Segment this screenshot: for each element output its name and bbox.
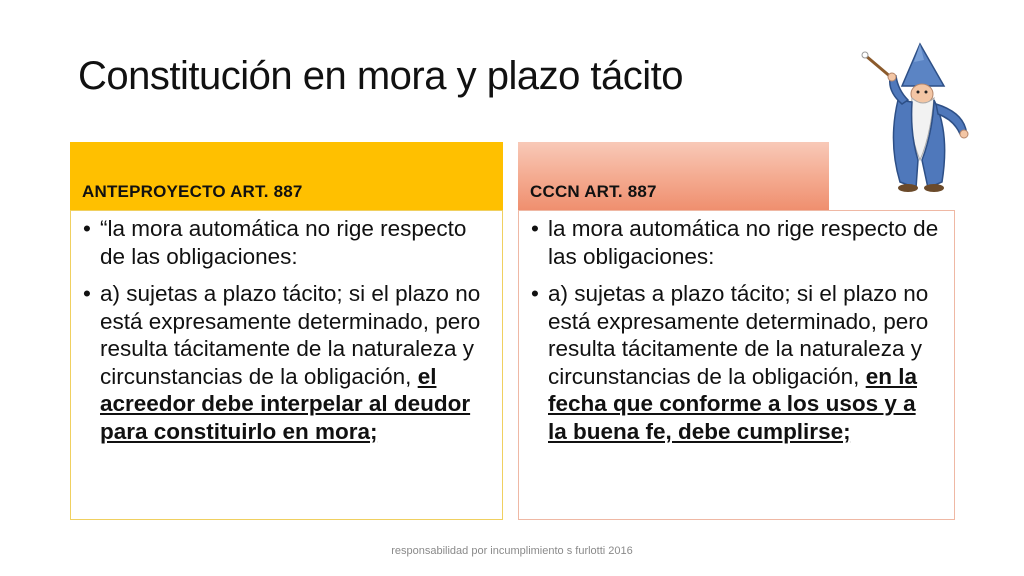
anteproyecto-points (83, 215, 488, 445)
cccn-body (518, 210, 955, 520)
cccn-column (518, 142, 953, 520)
bullet-glyph: • (83, 216, 91, 241)
list-item (531, 215, 940, 270)
anteproyecto-header (70, 142, 503, 210)
point-text: a) sujetas a plazo tácito; si el plazo no está expresamente determinado, pero resulta tácitamente de la naturaleza y circunstancias de la obligación, (100, 281, 481, 389)
slide-title: Constitución en mora y plazo tácito (78, 54, 684, 98)
point-text: “la mora automática no rige respecto de las obligaciones: (100, 216, 467, 269)
cccn-header-label: CCCN ART. 887 (530, 182, 657, 201)
cccn-points (531, 215, 940, 445)
anteproyecto-header-label: ANTEPROYECTO ART. 887 (82, 182, 303, 201)
bullet-glyph: • (531, 216, 539, 241)
footer-text: responsabilidad por incumplimiento s furlotti 2016 (391, 545, 633, 557)
cccn-header (518, 142, 829, 210)
anteproyecto-body (70, 210, 503, 520)
point-text: a) sujetas a plazo tácito; si el plazo no está expresamente determinado, pero resulta tácitamente de la naturaleza y circunstancias de la obligación, (548, 281, 929, 389)
point-emphasis: el acreedor debe interpelar al deudor para constituirlo en mora; (100, 363, 471, 444)
point-text: la mora automática no rige respecto de las obligaciones: (548, 216, 939, 269)
list-item (83, 215, 488, 270)
list-item (531, 280, 940, 445)
point-emphasis: en la fecha que conforme a los usos y a la buena fe, debe cumplirse; (548, 363, 917, 444)
bullet-glyph: • (83, 281, 91, 306)
list-item (83, 280, 488, 445)
anteproyecto-column (70, 142, 505, 520)
bullet-glyph: • (531, 281, 539, 306)
